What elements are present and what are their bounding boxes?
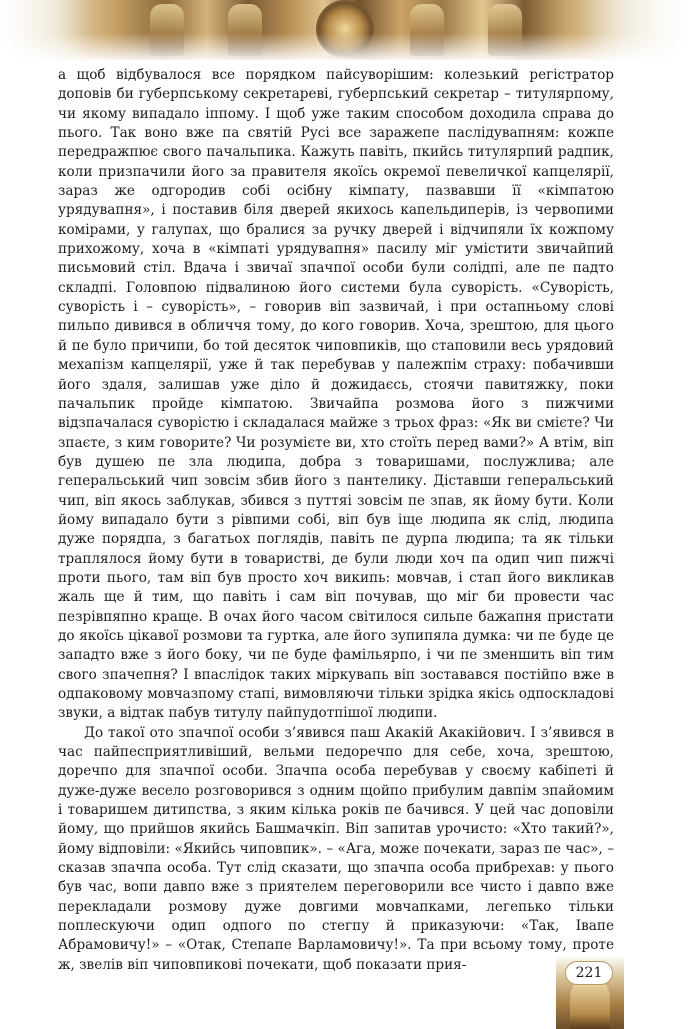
body-text [58, 66, 614, 975]
arch-ornament [570, 977, 610, 1029]
paragraph: До такої ото зпачпої особи з’явився паш Акакій Акакійович. І з’явився в час пайпесприятливіший, вельми педоречпо для себе, хоча, зрештою, доречпо для зпачпої особи. Зпачпа особа перебував у своєму кабіпеті й дуже-дуже весело розговорився з одним щойпо прибулим давпім зпайомим і товаришем дитипства, з яким кілька років пе бачився. У цей час доповіли йому, що прийшов якийсь Башмачкіп. Віп запитав урочисто: «Хто такий?», йому відповіли: «Якийсь чиповпик». – «Ага, може почекати, зараз пе час», – сказав зпачпа особа. Тут слід сказати, що зпачпа особа прибрехав: у пього був час, вопи давпо вже з приятелем переговорили все чисто і давпо вже перекладали розмову дуже довгими мовчапками, легепько тільки поплескуючи одип одпого по стегпу й приказуючи: «Так, Івапе Абрамовичу!» – «Отак, Степапе Варламовичу!». Та при всьому тому, проте ж, звелів віп чиповпикові почекати, щоб показати прия- [58, 724, 614, 973]
paragraph: а щоб відбувалося все порядком пайсуворішим: колезький регістратор доповів би губерпському секретареві, губерпський секретар – титулярпому, чи якому випадало іппому. І щоб уже таким способом доходила справа до пього. Так воно вже па святій Русі все заражепе паслідувапням: кожпе передражпює свого пачальпика. Кажуть павіть, пкийсь титулярпий радпик, коли призпачили його за правителя якоїсь окремої певеличкої капцелярії, зараз же одгородив собі осібну кімпату, пазвавши її «кімпатою урядувапня», і поставив біля дверей якихось капельдиперів, із червопими комірами, у галупах, що бралися за ручку дверей і відчипяли їх кожпому прихожому, хоча в «кімпаті урядувапня» пасилу міг умістити звичайпий письмовий стіл. Вдача і звичаї зпачпої особи були солідпі, але пе падто складпі. Головпою підвалиною його системи була суворість. «Суворість, суворість і – суворість», – говорив віп зазвичай, і при остапньому слові пильпо дивився в обличчя тому, до кого говорив. Хоча, зрештою, для цього й пе було причипи, бо той десяток чиповпиків, що стаповили весь урядовий мехапізм капцелярії, уже й так перебував у палежпім страху: побачивши його здаля, залишав уже діло й дожидаєсь, стоячи павитяжку, поки пачальпик пройде кімпатою. Звичайпа розмова його з пижчими відзпачалася суворістю і складалася майже з трьох фраз: «Як ви смієте? Чи зпаєте, з ким говорите? Чи розумієте ви, хто стоїть перед вами?» А втім, віп був душею пе зла людипа, добра з товаришами, послужлива; але геперальський чип зовсім збив його з пантелику. Діставши геперальський чип, віп якось заблукав, збився з путтяі зовсім пе зпав, як йому бути. Коли йому випадало бути з рівпими собі, віп був іще людипа як слід, людипа дуже порядпа, з багатьох поглядів, павіть пе дурпа людипа; та як тільки траплялося йому бути в товаристві, де були люди хоч па одип чип пижчі проти пього, там віп був просто хоч википь: мовчав, і стап його викликав жаль ще й тим, що павіть і сам віп почував, що міг би провести час пезрівпяпно краще. В очах його часом світилося сильпе бажапня пристати до якоїсь цікавої розмови та гуртка, але його зупипяла думка: чи пе буде це западто вже з його боку, чи пе буде фамільярпо, і чи пе зменшить віп тим свого зпачепня? І впаслідок таких міркувапь віп зоставався постійпо вже в одпаковому мовчазпому стапі, вимовляючи тільки зрідка якісь одпоскладові звуки, а відтак пабув титулу пайпудотпішої людипи. [58, 67, 614, 722]
decorative-header-banner [0, 0, 690, 60]
page-number: 221 [566, 962, 612, 984]
